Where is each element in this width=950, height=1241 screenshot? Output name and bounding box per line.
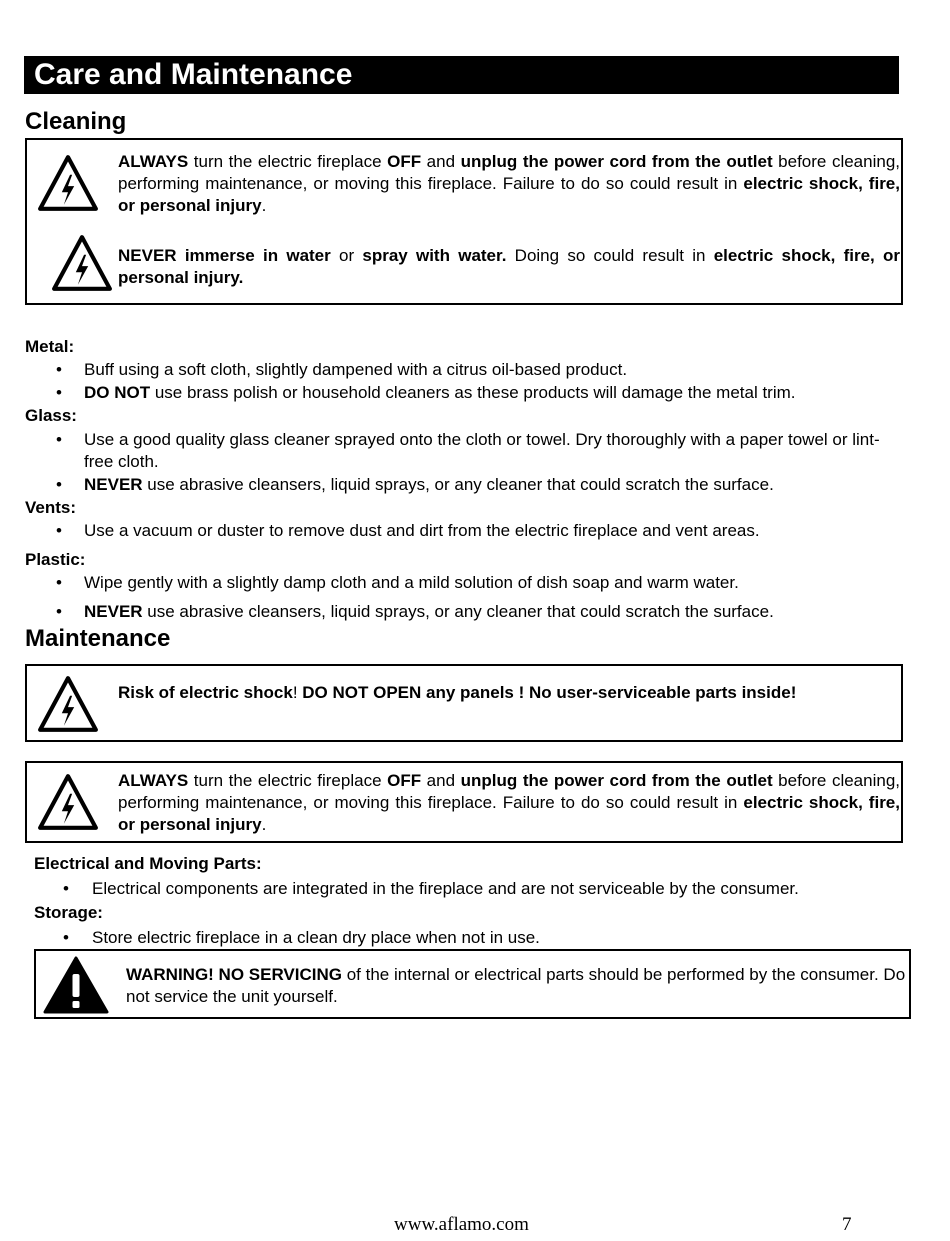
electric-shock-warning-icon: [37, 154, 99, 212]
maintenance-heading: Maintenance: [25, 625, 171, 652]
bullet: •: [56, 521, 62, 540]
glass-label: Glass:: [25, 406, 77, 425]
cleaning-warning-water: NEVER immerse in water or spray with water. Doing so could result in electric shock, fire, or personal injury.: [118, 246, 901, 287]
page-title: Care and Maintenance: [34, 58, 353, 91]
glass-item-1: Use a good quality glass cleaner sprayed onto the cloth or towel. Dry thoroughly with a paper towel or lint-free cloth.: [84, 430, 880, 471]
electric-shock-warning-icon: [37, 675, 99, 733]
storage-label: Storage:: [34, 903, 103, 922]
maintenance-warning-panels: Risk of electric shock! DO NOT OPEN any panels ! No user-serviceable parts inside!: [118, 683, 797, 702]
bullet: •: [56, 475, 62, 494]
page-number: 7: [842, 1214, 852, 1235]
bullet: •: [56, 602, 62, 621]
bullet: •: [56, 383, 62, 402]
glass-item-2: NEVER use abrasive cleansers, liquid sprays, or any cleaner that could scratch the surface.: [84, 475, 774, 494]
page-header-banner: [24, 56, 899, 94]
electrical-item-1: Electrical components are integrated in the fireplace and are not serviceable by the consumer.: [92, 879, 799, 898]
vents-label: Vents:: [25, 498, 77, 517]
metal-item-2: DO NOT use brass polish or household cleaners as these products will damage the metal trim.: [84, 383, 796, 402]
cleaning-heading: Cleaning: [25, 108, 127, 135]
bullet: •: [56, 573, 62, 592]
plastic-item-2: NEVER use abrasive cleansers, liquid sprays, or any cleaner that could scratch the surface.: [84, 602, 774, 621]
cleaning-warning-box: [25, 138, 903, 305]
plastic-label: Plastic:: [25, 550, 86, 569]
electric-shock-warning-icon: [51, 234, 113, 292]
bullet: •: [63, 879, 69, 898]
bullet: •: [56, 430, 62, 449]
vents-item-1: Use a vacuum or duster to remove dust and dirt from the electric fireplace and vent areas.: [84, 521, 760, 540]
metal-label: Metal:: [25, 337, 75, 356]
plastic-item-1: Wipe gently with a slightly damp cloth and a mild solution of dish soap and warm water.: [84, 573, 739, 592]
cleaning-warning-unplug: ALWAYS turn the electric fireplace OFF and unplug the power cord from the outlet before cleaning, performing maintenance, or moving this fireplace. Failure to do so could result in electric shock, fire, or personal injury.: [118, 152, 900, 215]
bullet: •: [56, 360, 62, 379]
maintenance-warning-box-shock: [25, 664, 903, 742]
no-servicing-warning-text: WARNING! NO SERVICING of the internal or electrical parts should be performed by the consumer. Do not service the unit yourself.: [126, 965, 906, 1006]
bullet: •: [63, 928, 69, 947]
electrical-label: Electrical and Moving Parts:: [34, 854, 262, 873]
footer-website-link[interactable]: www.aflamo.com: [394, 1214, 529, 1235]
no-servicing-warning-box: [34, 949, 911, 1019]
maintenance-warning-box-unplug: [25, 761, 903, 843]
maintenance-warning-unplug: ALWAYS turn the electric fireplace OFF and unplug the power cord from the outlet before cleaning, performing maintenance, or moving this fireplace. Failure to do so could result in electric shock, fire, or personal injury.: [118, 771, 900, 834]
electric-shock-warning-icon: [37, 773, 99, 831]
metal-item-1: Buff using a soft cloth, slightly dampened with a citrus oil-based product.: [84, 360, 628, 379]
exclamation-warning-icon: [43, 956, 109, 1014]
storage-item-1: Store electric fireplace in a clean dry place when not in use.: [92, 928, 540, 947]
